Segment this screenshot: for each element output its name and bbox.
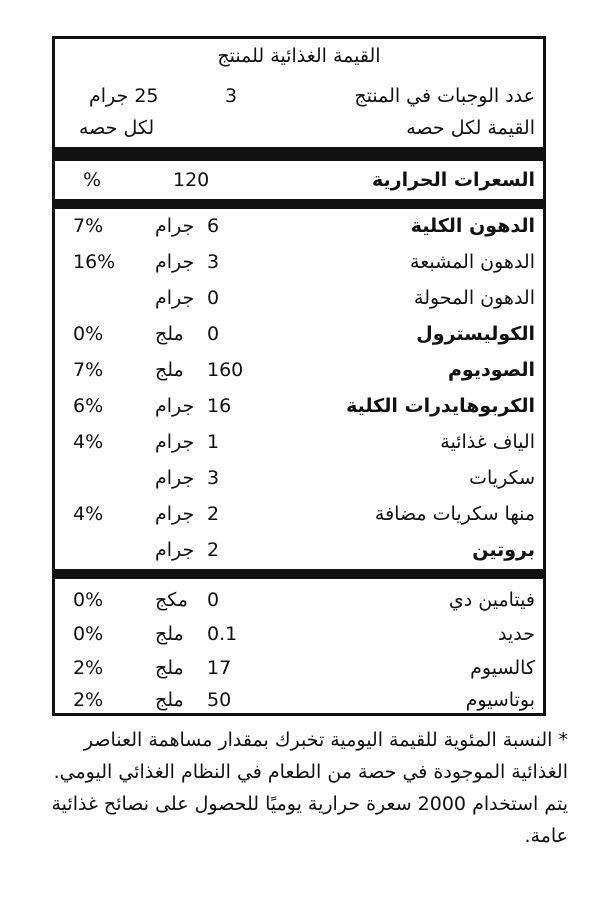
vitamin-unit: ملج bbox=[155, 689, 184, 711]
vitamin-name: فيتامين دي bbox=[448, 589, 535, 611]
nutrient-name: الدهون المشبعة bbox=[410, 251, 535, 273]
nutrient-amount: 2 bbox=[207, 539, 220, 561]
vitamin-amount: 17 bbox=[207, 657, 232, 679]
nutrient-amount: 1 bbox=[207, 431, 220, 453]
nutrient-pct: 7% bbox=[73, 215, 104, 237]
divider-medium bbox=[55, 569, 543, 579]
nutrient-row bbox=[55, 391, 543, 421]
vitamin-unit: ملج bbox=[155, 623, 184, 645]
vitamin-unit: ملج bbox=[155, 657, 184, 679]
calories-value: 120 bbox=[173, 169, 210, 191]
nutrient-row bbox=[55, 463, 543, 493]
vitamin-name: بوتاسيوم bbox=[465, 689, 535, 711]
vitamin-row bbox=[55, 685, 543, 715]
nutrient-name: بروتين bbox=[472, 539, 535, 561]
nutrient-unit: جرام bbox=[155, 539, 195, 561]
vitamin-amount: 0 bbox=[207, 589, 220, 611]
nutrient-unit: ملج bbox=[155, 359, 184, 381]
nutrient-unit: جرام bbox=[155, 431, 195, 453]
servings-row bbox=[55, 81, 543, 111]
nutrient-row bbox=[55, 355, 543, 385]
nutrient-pct: 4% bbox=[73, 431, 104, 453]
nutrient-amount: 0 bbox=[207, 323, 220, 345]
nutrient-name: الكوليسترول bbox=[416, 323, 535, 345]
vitamin-name: كالسيوم bbox=[470, 657, 535, 679]
vitamin-row bbox=[55, 653, 543, 683]
nutrient-row bbox=[55, 211, 543, 241]
nutrient-row bbox=[55, 247, 543, 277]
label-title: القيمة الغذائية للمنتج bbox=[217, 45, 381, 67]
nutrient-name: الكربوهايدرات الكلية bbox=[346, 395, 535, 417]
nutrient-name: سكريات bbox=[469, 467, 535, 489]
vitamin-row bbox=[55, 585, 543, 615]
nutrient-amount: 0 bbox=[207, 287, 220, 309]
vitamin-row bbox=[55, 619, 543, 649]
nutrient-unit: جرام bbox=[155, 503, 195, 525]
servings-label: عدد الوجبات في المنتج bbox=[354, 85, 535, 107]
nutrient-unit: جرام bbox=[155, 251, 195, 273]
nutrient-amount: 160 bbox=[207, 359, 244, 381]
vitamin-pct: 0% bbox=[73, 589, 104, 611]
nutrient-name: الياف غذائية bbox=[440, 431, 535, 453]
servings-count: 3 bbox=[225, 85, 238, 107]
calories-row bbox=[55, 165, 543, 195]
nutrient-name: منها سكريات مضافة bbox=[374, 503, 535, 525]
divider-medium bbox=[55, 199, 543, 209]
vitamin-unit: مكج bbox=[155, 589, 188, 611]
nutrient-unit: ملج bbox=[155, 323, 184, 345]
vitamin-name: حديد bbox=[498, 623, 535, 645]
nutrient-row bbox=[55, 319, 543, 349]
nutrient-pct: 16% bbox=[73, 251, 116, 273]
nutrient-unit: جرام bbox=[155, 467, 195, 489]
nutrient-amount: 2 bbox=[207, 503, 220, 525]
nutrient-unit: جرام bbox=[155, 395, 195, 417]
nutrient-row bbox=[55, 499, 543, 529]
nutrient-amount: 3 bbox=[207, 467, 220, 489]
calories-label: السعرات الحرارية bbox=[371, 169, 535, 191]
nutrient-unit: جرام bbox=[155, 215, 195, 237]
nutrient-name: الصوديوم bbox=[447, 359, 535, 381]
nutrient-amount: 6 bbox=[207, 215, 220, 237]
nutrient-name: الدهون الكلية bbox=[410, 215, 535, 237]
nutrient-pct: 7% bbox=[73, 359, 104, 381]
nutrient-pct: 0% bbox=[73, 323, 104, 345]
nutrient-row bbox=[55, 283, 543, 313]
vitamin-amount: 50 bbox=[207, 689, 232, 711]
calories-pct: % bbox=[83, 169, 102, 191]
serving-amount: 25 جرام bbox=[89, 85, 159, 107]
per-serving-label: القيمة لكل حصه bbox=[406, 117, 535, 139]
nutrient-amount: 16 bbox=[207, 395, 232, 417]
nutrition-facts-label bbox=[52, 36, 546, 716]
vitamin-pct: 2% bbox=[73, 657, 104, 679]
vitamin-amount: 0.1 bbox=[207, 623, 238, 645]
nutrient-pct: 4% bbox=[73, 503, 104, 525]
nutrient-row bbox=[55, 427, 543, 457]
daily-value-footnote: * النسبة المئوية للقيمة اليومية تخبرك بمقدار مساهمة العناصر الغذائية الموجودة في حصة من الطعام في النظام الغذائي اليومي. يتم استخدام 2000 سعرة حرارية يوميًا للحصول على نصائح غذائية عامة. bbox=[51, 729, 568, 847]
divider-thick bbox=[55, 147, 543, 161]
vitamin-pct: 0% bbox=[73, 623, 104, 645]
nutrient-unit: جرام bbox=[155, 287, 195, 309]
per-serving-row bbox=[55, 113, 543, 143]
vitamin-pct: 2% bbox=[73, 689, 104, 711]
per-serving-sub: لكل حصه bbox=[79, 117, 155, 139]
nutrient-amount: 3 bbox=[207, 251, 220, 273]
nutrient-row bbox=[55, 535, 543, 565]
nutrient-pct: 6% bbox=[73, 395, 104, 417]
nutrient-name: الدهون المحولة bbox=[414, 287, 535, 309]
